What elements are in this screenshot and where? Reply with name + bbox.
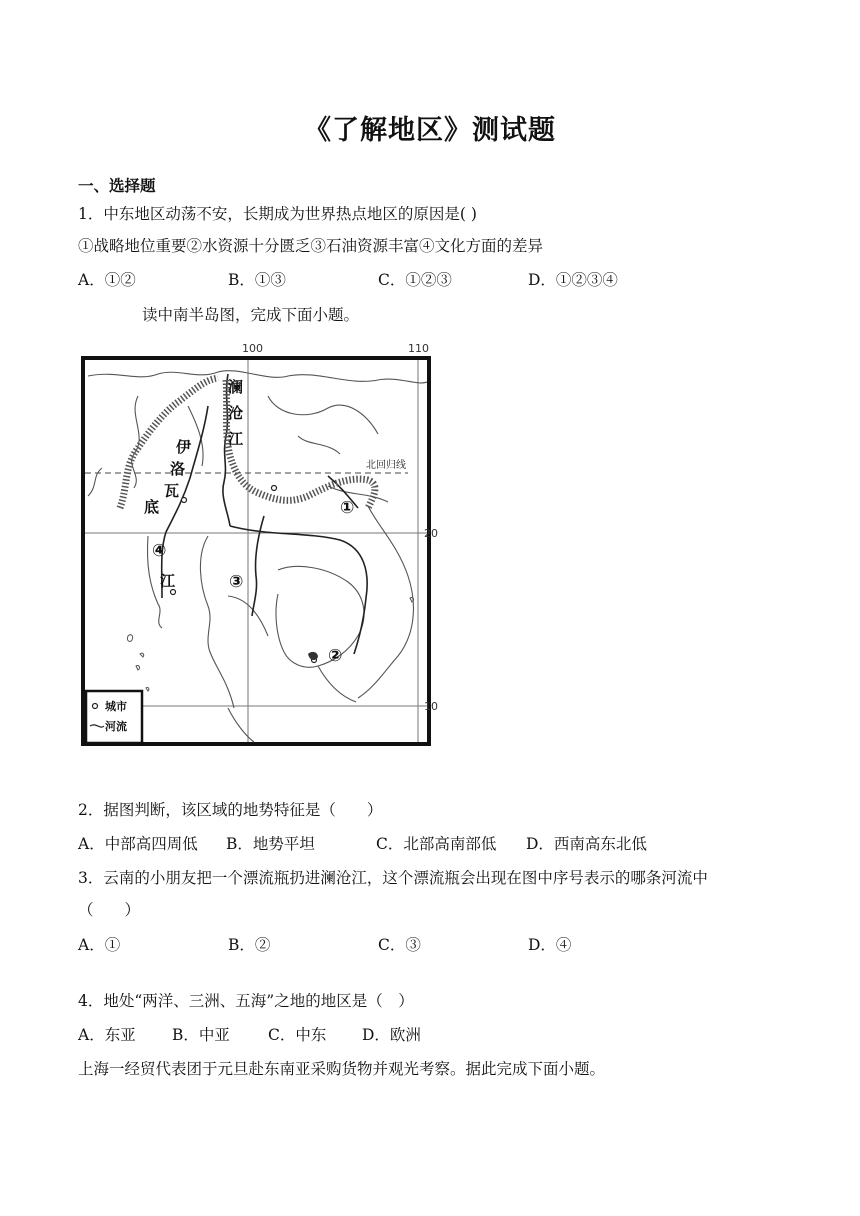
page-title: 《了解地区》测试题 (304, 115, 556, 146)
question-1-stem: 1．中东地区动荡不安，长期成为世界热点地区的原因是( ) (78, 205, 477, 223)
q1-option-c: C．①②③ (378, 271, 452, 289)
question-2-stem: 2．据图判断，该区域的地势特征是（ ） (78, 801, 383, 819)
irrawaddy-label-1: 伊 (176, 438, 192, 456)
lancang-label-3: 江 (228, 430, 244, 448)
q2-option-c: C．北部高南部低 (376, 835, 497, 853)
section-heading: 一、选择题 (78, 177, 156, 195)
q4-option-d: D．欧洲 (362, 1026, 421, 1044)
question-4-stem: 4．地处“两洋、三洲、五海”之地的地区是（ ） (78, 992, 414, 1010)
marker-3: ③ (229, 572, 244, 592)
indochina-map (78, 336, 443, 750)
q1-option-d: D．①②③④ (528, 271, 618, 289)
lancang-label-1: 澜 (228, 378, 244, 396)
marker-1: ① (340, 498, 355, 518)
q4-option-a: A．东亚 (78, 1026, 136, 1044)
legend-river-label: 河流 (105, 720, 127, 733)
q2-option-a: A．中部高四周低 (78, 835, 198, 853)
marker-4: ④ (152, 541, 167, 561)
lancang-label-2: 沧 (228, 404, 244, 422)
q4-option-c: C．中东 (268, 1026, 327, 1044)
q3-option-d: D．④ (528, 936, 572, 954)
lat-label-20: 20 (424, 527, 438, 540)
q3-option-a: A．① (78, 936, 121, 954)
legend-city-label: 城市 (105, 700, 127, 713)
tropic-label: 北回归线 (366, 460, 406, 471)
map-legend (86, 691, 142, 743)
lat-label-10: 10 (424, 700, 438, 713)
q1-option-b: B．①③ (228, 271, 286, 289)
irrawaddy-label-4: 底 (144, 498, 160, 516)
q2-option-b: B．地势平坦 (226, 835, 315, 853)
q3-option-b: B．② (228, 936, 271, 954)
q2-option-d: D．西南高东北低 (526, 835, 647, 853)
q4-option-b: B．中亚 (172, 1026, 230, 1044)
q3-option-c: C．③ (378, 936, 421, 954)
q1-option-a: A．①② (78, 271, 136, 289)
question-3-paren: （ ） (78, 901, 141, 919)
question-3-stem: 3．云南的小朋友把一个漂流瓶扔进澜沧江，这个漂流瓶会出现在图中序号表示的哪条河流中 (78, 869, 708, 887)
marker-2: ② (328, 646, 343, 666)
map-intro: 读中南半岛图，完成下面小题。 (142, 306, 360, 324)
irrawaddy-label-3: 瓦 (164, 482, 180, 500)
final-intro: 上海一经贸代表团于元旦赴东南亚采购货物并观光考察。据此完成下面小题。 (78, 1060, 606, 1078)
river-4-label: 江 (160, 572, 176, 590)
question-1-items: ①战略地位重要②水资源十分匮乏③石油资源丰富④文化方面的差异 (78, 237, 544, 255)
lon-label-100: 100 (242, 342, 263, 355)
legend-city-symbol (93, 704, 98, 709)
lon-label-110: 110 (408, 342, 429, 355)
irrawaddy-label-2: 洛 (170, 460, 186, 478)
